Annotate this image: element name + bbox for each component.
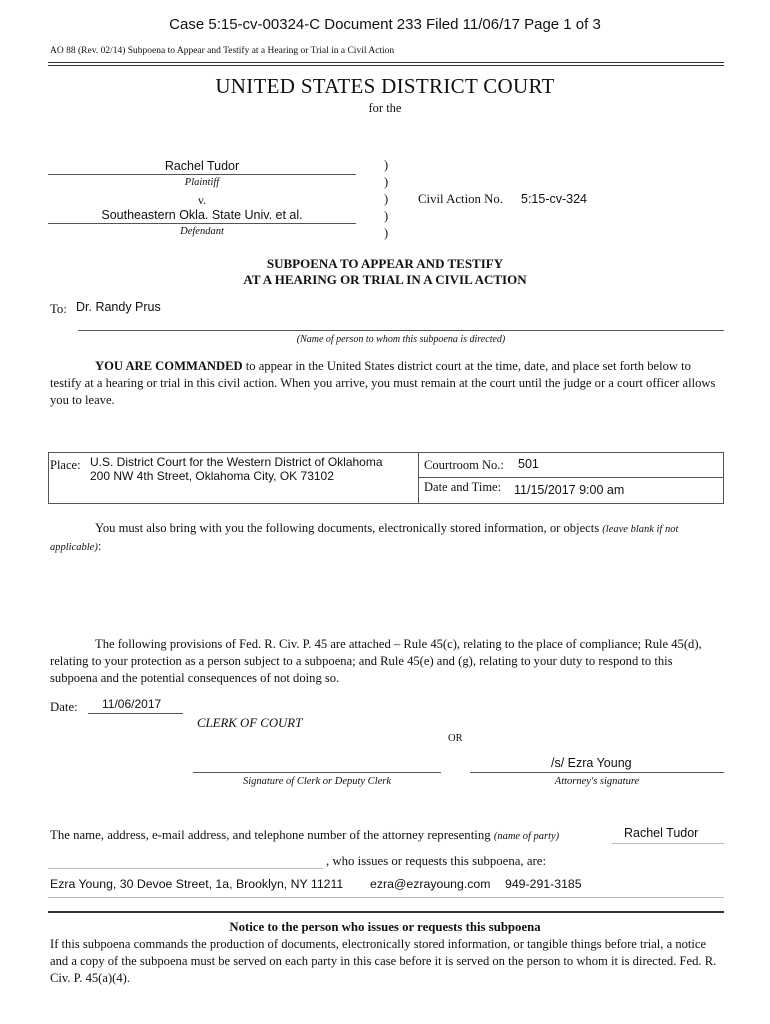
- attorney-phone: 949-291-3185: [505, 877, 582, 891]
- date-line: [88, 713, 183, 714]
- notice-title: Notice to the person who issues or requests this subpoena: [229, 920, 541, 934]
- place-table-right: [723, 452, 724, 504]
- contact-line: [48, 897, 724, 898]
- versus-label: v.: [197, 193, 207, 207]
- defendant-name: Southeastern Okla. State Univ. et al.: [101, 208, 303, 222]
- notice-rule: [48, 911, 724, 913]
- or-separator: OR: [448, 733, 463, 744]
- command-bold: YOU ARE COMMANDED: [95, 359, 243, 373]
- clerk-signature-line: [193, 772, 441, 773]
- issuer-text: , who issues or requests this subpoena, are:: [326, 854, 546, 868]
- attorney-signature-line: [470, 772, 724, 773]
- court-district-line: for the: [368, 101, 402, 115]
- attorney-signature-caption: Attorney's signature: [554, 776, 640, 787]
- datetime-value: 11/15/2017 9:00 am: [514, 483, 625, 497]
- attorney-intro-text: The name, address, e-mail address, and telephone number of the attorney representing: [50, 828, 494, 842]
- place-address-line2: 200 NW 4th Street, Oklahoma City, OK 73102: [90, 469, 334, 483]
- attorney-intro: [50, 828, 559, 843]
- command-text: to appear in the United States district court at the time, date, and place set forth below to testify at a hearing or trial in this civil action. When you arrive, you must remain at the court until the judge or a court officer allows you to leave.: [50, 359, 716, 407]
- place-label: Place:: [50, 458, 81, 472]
- to-label: To:: [50, 302, 67, 316]
- caption-paren: ): [384, 192, 389, 206]
- courtroom-value: 501: [518, 457, 539, 471]
- case-header: Case 5:15-cv-00324-C Document 233 Filed 11/06/17 Page 1 of 3: [169, 16, 601, 33]
- recipient-line: [78, 330, 724, 331]
- place-table-row-divider: [418, 477, 724, 478]
- attorney-signature: /s/ Ezra Young: [551, 756, 632, 770]
- party-continued-line: [48, 868, 323, 869]
- court-title: UNITED STATES DISTRICT COURT: [215, 74, 555, 98]
- subpoena-title-line1: SUBPOENA TO APPEAR AND TESTIFY: [266, 256, 504, 271]
- documents-paragraph: [50, 520, 722, 556]
- place-table-divider: [418, 452, 419, 504]
- caption-paren: ): [384, 158, 389, 172]
- attorney-address: Ezra Young, 30 Devoe Street, 1a, Brooklyn, NY 11211: [50, 877, 344, 891]
- plaintiff-label: Plaintiff: [184, 177, 220, 188]
- notice-text: If this subpoena commands the production of documents, electronically stored information, or tangible things before trial, a notice and a copy of the subpoena must be served on each party in this case before it is served on the person to whom it is directed. Fed. R. Civ. P. 45(a)(4).: [50, 937, 717, 985]
- caption-paren: ): [384, 226, 389, 240]
- subpoena-title-line2: AT A HEARING OR TRIAL IN A CIVIL ACTION: [243, 272, 527, 287]
- courtroom-label: Courtroom No.:: [424, 458, 504, 472]
- recipient-name: Dr. Randy Prus: [76, 300, 161, 314]
- date-label: Date:: [50, 700, 78, 714]
- plaintiff-line: [48, 174, 356, 175]
- defendant-label: Defendant: [180, 226, 224, 237]
- header-rule-2: [48, 65, 724, 66]
- command-paragraph: [50, 358, 722, 409]
- place-table-top: [48, 452, 724, 453]
- civil-action-label: Civil Action No.: [418, 192, 503, 206]
- documents-note: (leave blank if not applicable): [50, 524, 679, 553]
- plaintiff-name: Rachel Tudor: [164, 159, 240, 173]
- recipient-caption: (Name of person to whom this subpoena is directed): [296, 334, 506, 345]
- form-identifier: AO 88 (Rev. 02/14) Subpoena to Appear and Testify at a Hearing or Trial in a Civil Action: [50, 46, 395, 56]
- provisions-paragraph: The following provisions of Fed. R. Civ. P. 45 are attached – Rule 45(c), relating to the place of compliance; Rule 45(d), relating to your protection as a person subject to a subpoena; and Rule 45(e) and (g), relating to your duty to respond to this subpoena and the potential consequences of not doing so.: [50, 637, 702, 685]
- caption-paren: ): [384, 209, 389, 223]
- clerk-signature-caption: Signature of Clerk or Deputy Clerk: [242, 776, 392, 787]
- documents-text: You must also bring with you the following documents, electronically stored information, or objects: [95, 521, 603, 535]
- attorney-email: ezra@ezrayoung.com: [370, 877, 491, 891]
- civil-action-number: 5:15-cv-324: [521, 192, 588, 206]
- place-table-bottom: [48, 503, 724, 504]
- defendant-line: [48, 223, 356, 224]
- place-table-left: [48, 452, 49, 504]
- party-note: (name of party): [493, 831, 560, 842]
- party-value: Rachel Tudor: [624, 826, 699, 840]
- datetime-label: Date and Time:: [424, 480, 502, 494]
- clerk-of-court-label: CLERK OF COURT: [197, 716, 303, 730]
- place-address-line1: U.S. District Court for the Western District of Oklahoma: [90, 455, 383, 469]
- header-rule: [48, 62, 724, 63]
- documents-end: :: [97, 539, 102, 553]
- caption-paren: ): [384, 175, 389, 189]
- date-value: 11/06/2017: [102, 697, 162, 711]
- party-line: [612, 843, 724, 844]
